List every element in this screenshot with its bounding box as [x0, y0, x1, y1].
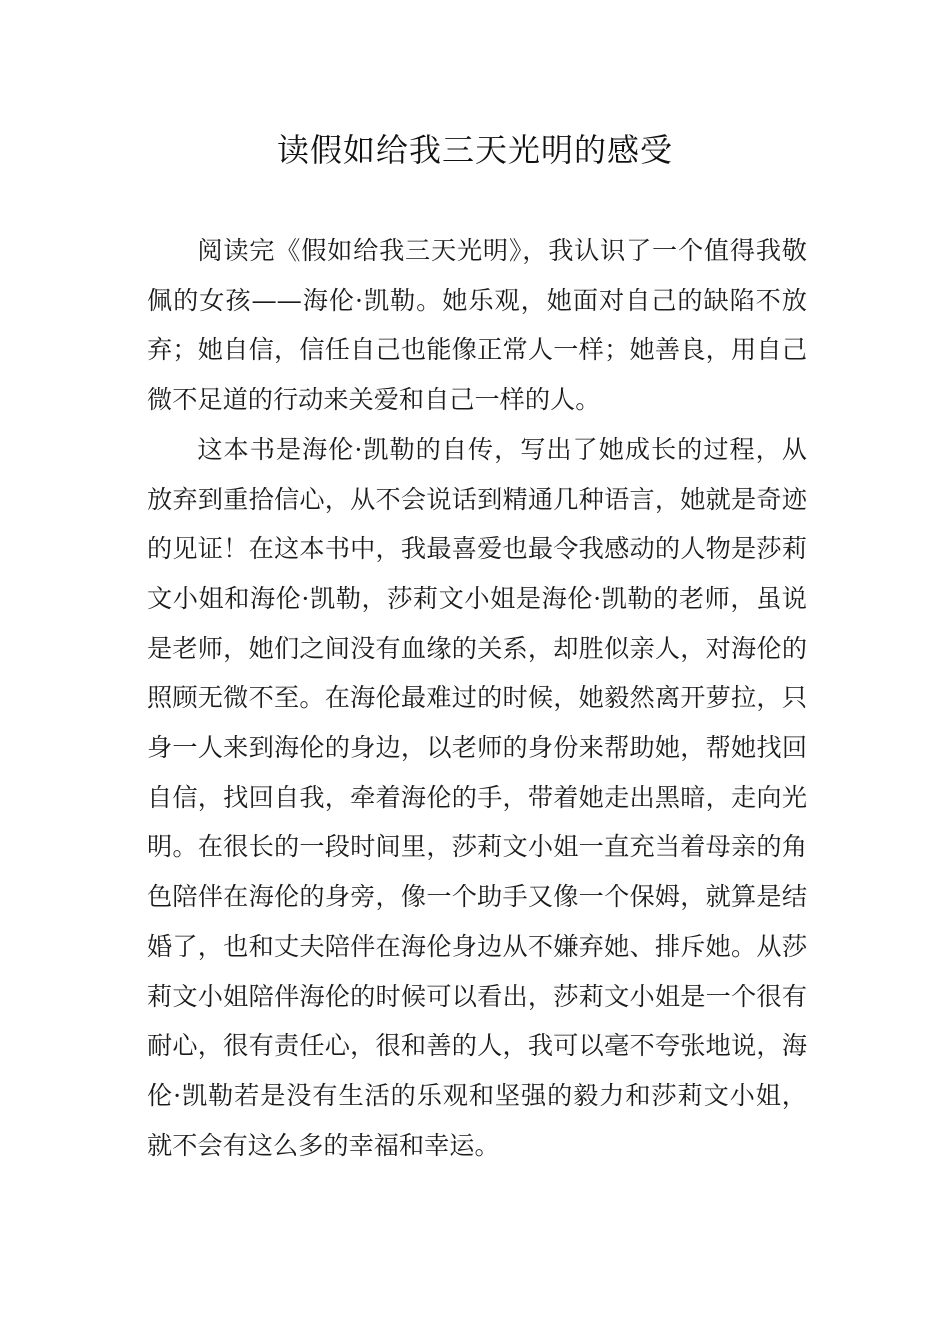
paragraph-1: 阅读完《假如给我三天光明》，我认识了一个值得我敬佩的女孩——海伦·凯勒。她乐观，她面对自己的缺陷不放弃；她自信，信任自己也能像正常人一样；她善良，用自己微不足道的行动来关爱和自己一样的人。 — [147, 236, 807, 415]
document-title: 读假如给我三天光明的感受 — [276, 131, 673, 169]
document-body — [147, 226, 807, 1170]
paragraph-2: 这本书是海伦·凯勒的自传，写出了她成长的过程，从放弃到重拾信心，从不会说话到精通几种语言，她就是奇迹的见证！在这本书中，我最喜爱也最令我感动的人物是莎莉文小姐和海伦·凯勒，莎莉文小姐是海伦·凯勒的老师，虽说是老师，她们之间没有血缘的关系，却胜似亲人，对海伦的照顾无微不至。在海伦最难过的时候，她毅然离开萝拉，只身一人来到海伦的身边，以老师的身份来帮助她，帮她找回自信，找回自我，牵着海伦的手，带着她走出黑暗，走向光明。在很长的一段时间里，莎莉文小姐一直充当着母亲的角色陪伴在海伦的身旁，像一个助手又像一个保姆，就算是结婚了，也和丈夫陪伴在海伦身边从不嫌弃她、排斥她。从莎莉文小姐陪伴海伦的时候可以看出，莎莉文小姐是一个很有耐心，很有责任心，很和善的人，我可以毫不夸张地说，海伦·凯勒若是没有生活的乐观和坚强的毅力和莎莉文小姐，就不会有这么多的幸福和幸运。 — [147, 434, 807, 1160]
